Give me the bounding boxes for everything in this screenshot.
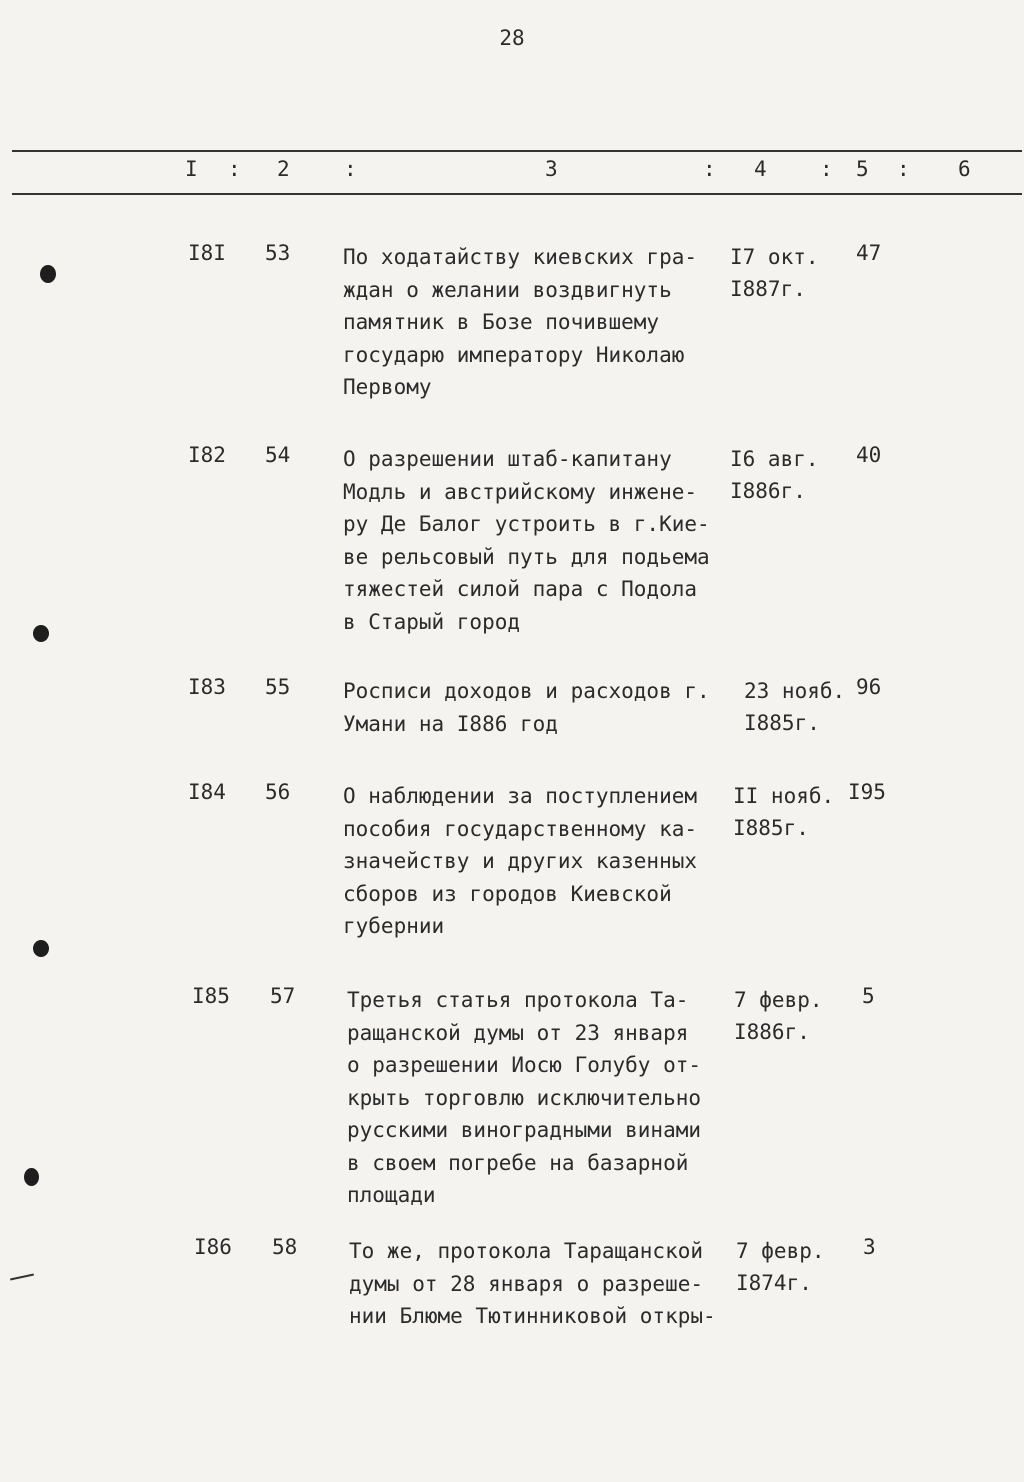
sheet-count: 40 [856,443,882,467]
column-separator: : [228,157,241,181]
sheet-count: 5 [862,984,875,1008]
title-line: нии Блюме Тютинниковой откры- [349,1304,716,1328]
entry-date: 7 февр. I886г. [734,988,823,1044]
title-line: губернии [343,914,445,938]
title-line: памятник в Бозе почившему [343,310,660,334]
title-line: ве рельсовый путь для подьема [343,544,710,569]
punch-hole [33,625,49,642]
entry-date: I7 окт. I887г. [730,245,819,301]
sheet-count: 96 [856,675,882,699]
title-line: Первому [343,375,432,399]
entry-title [343,780,743,943]
column-header-1: I [185,157,198,181]
title-line: ждан о желании воздвигнуть [343,277,672,302]
column-header-6: 6 [958,157,971,181]
title-line: Умани на I886 год [343,711,558,736]
entry-title [347,984,747,1212]
page-number: 28 [499,26,525,50]
entry-title [349,1235,749,1333]
archive-number: 57 [270,984,296,1008]
punch-hole [24,1168,39,1186]
entry-number: I82 [188,443,226,467]
entry-date: II нояб. I885г. [733,784,835,840]
title-line: То же, протокола Таращанской [349,1239,704,1263]
title-line: Модль и австрийскому инжене- [343,479,698,504]
sheet-count: 47 [856,241,882,265]
column-header-3: 3 [545,157,558,181]
title-line: русскими виноградными винами [347,1118,702,1142]
archive-number: 58 [272,1235,298,1259]
column-separator: : [820,157,833,181]
title-line: тяжестей силой пара с Подола [343,577,698,601]
entry-title [343,443,743,638]
entry-number: I85 [192,984,230,1008]
title-line: О наблюдении за поступлением [343,784,698,808]
column-header-2: 2 [277,157,290,181]
sheet-count: 3 [863,1235,876,1259]
title-line: О разрешении штаб-капитану [343,447,672,471]
entry-number: I8I [188,241,226,265]
archive-number: 55 [265,675,291,699]
punch-hole [40,265,56,283]
title-line: о разрешении Иосю Голубу от- [347,1053,702,1077]
archive-number: 56 [265,780,291,804]
entry-date: 23 нояб. I885г. [744,679,846,735]
title-line: в своем погребе на базарной [347,1150,689,1175]
entry-number: I84 [188,780,226,804]
title-line: По ходатайству киевских гра- [343,245,698,269]
title-line: в Старый город [343,609,521,634]
title-line: пособия государственному ка- [343,816,698,841]
title-line: ру Де Балог устроить в г.Кие- [343,512,710,536]
scan-mark [10,1274,34,1281]
table-header-top-rule [12,150,1022,152]
title-line: государю императору Николаю [343,342,685,367]
title-line: площади [347,1183,436,1207]
column-separator: : [703,157,716,181]
column-separator: : [344,157,357,181]
title-line: крыть торговлю исключительно [347,1085,702,1110]
archive-number: 53 [265,241,291,265]
title-line: Третья статья протокола Та- [347,988,689,1012]
entry-number: I86 [194,1235,232,1259]
sheet-count: I95 [848,780,886,804]
title-line: Росписи доходов и расходов г. [343,679,710,703]
punch-hole [33,940,49,957]
title-line: думы от 28 января о разреше- [349,1271,704,1296]
column-header-4: 4 [754,157,767,181]
entry-number: I83 [188,675,226,699]
title-line: значейству и других казенных [343,849,698,873]
column-header-5: 5 [856,157,869,181]
entry-title [343,675,743,740]
entry-date: 7 февр. I874г. [736,1239,825,1295]
title-line: ращанской думы от 23 января [347,1020,689,1045]
column-separator: : [897,157,910,181]
entry-date: I6 авг. I886г. [730,447,819,503]
table-header-bottom-rule [12,193,1022,195]
entry-title [343,241,743,404]
title-line: сборов из городов Киевской [343,881,672,906]
archive-number: 54 [265,443,291,467]
